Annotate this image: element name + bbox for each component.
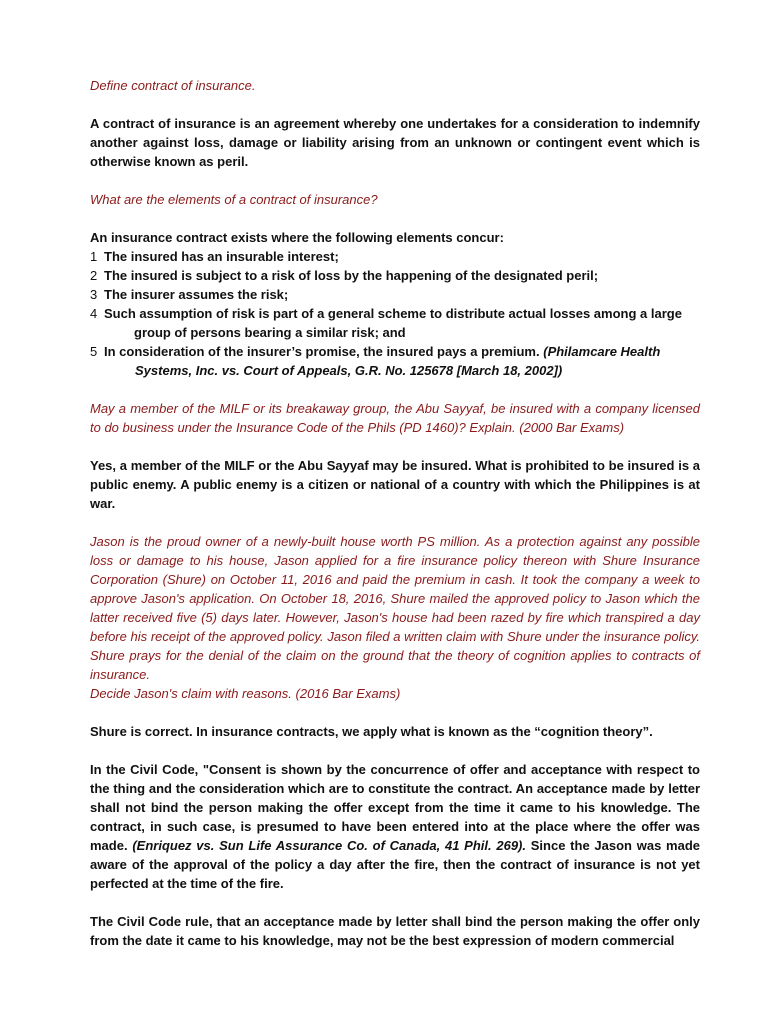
list-item-number: 3: [90, 287, 98, 302]
list-item-number: 4: [90, 306, 98, 321]
case-citation-continuation: Systems, Inc. vs. Court of Appeals, G.R. No. 125678 [March 18, 2002]): [135, 363, 563, 378]
list-item: [90, 304, 700, 342]
elements-list: [90, 247, 700, 380]
answer-4-paragraph-1: Shure is correct. In insurance contracts, we apply what is known as the “cognition theory”.: [90, 724, 653, 739]
list-item-text: The insurer assumes the risk;: [104, 287, 289, 302]
answer-2-intro: An insurance contract exists where the following elements concur:: [90, 230, 504, 245]
list-item-number: 1: [90, 249, 98, 264]
list-item-text: The insured has an insurable interest;: [104, 249, 339, 264]
answer-3: Yes, a member of the MILF or the Abu Sayyaf may be insured. What is prohibited to be insured is a public enemy. A public enemy is a citizen or national of a country with which the Philippines is at war.: [90, 458, 700, 511]
answer-4-paragraph-2: [90, 760, 700, 893]
document-page: [90, 76, 700, 950]
question-2: What are the elements of a contract of insurance?: [90, 192, 378, 207]
list-item: [90, 342, 700, 380]
list-item-number: 2: [90, 268, 98, 283]
list-item-text: The insured is subject to a risk of loss by the happening of the designated peril;: [104, 268, 599, 283]
answer-4-paragraph-2-conclusion: Since the Jason was made aware of the approval of the policy a day after the fire, then the contract of insurance is not yet perfected at the time of the fire.: [90, 838, 700, 891]
case-citation: (Enriquez vs. Sun Life Assurance Co. of Canada, 41 Phil. 269).: [132, 838, 526, 853]
list-item-text: In consideration of the insurer’s promise, the insured pays a premium.: [104, 344, 540, 359]
list-item: [90, 247, 700, 266]
list-item-number: 5: [90, 344, 98, 359]
list-item: [90, 266, 700, 285]
question-4: Jason is the proud owner of a newly-built house worth PS million. As a protection against any possible loss or damage to his house, Jason applied for a fire insurance policy thereon with Shure Insurance Corporation (Shure) on October 11, 2016 and paid the premium in cash. It took the company a week to approve Jason's application. On October 18, 2016, Shure mailed the approved policy to Jason which the latter received five (5) days later. However, Jason's house had been razed by fire which transpired a day before his receipt of the approved policy. Jason filed a written claim with Shure under the insurance policy. Shure prays for the denial of the claim on the ground that the theory of cognition applies to contracts of insurance.: [90, 534, 700, 682]
list-item-text: Such assumption of risk is part of a general scheme to distribute actual losses among a large: [104, 306, 682, 321]
case-citation: (Philamcare Health: [543, 344, 661, 359]
answer-4-paragraph-3: The Civil Code rule, that an acceptance made by letter shall bind the person making the offer only from the date it came to his knowledge, may not be the best expression of modern commercial: [90, 914, 700, 948]
answer-1: A contract of insurance is an agreement whereby one undertakes for a consideration to indemnify another against loss, damage or liability arising from an unknown or contingent event which is otherwise known as peril.: [90, 116, 700, 169]
question-4-instruction: Decide Jason's claim with reasons. (2016 Bar Exams): [90, 686, 401, 701]
question-1: Define contract of insurance.: [90, 78, 256, 93]
list-item-continuation: group of persons bearing a similar risk; and: [134, 325, 406, 340]
answer-4-paragraph-2-text: In the Civil Code, "Consent is shown by the concurrence of offer and acceptance with respect to the thing and the consideration which are to constitute the contract. An acceptance made by letter shall not bind the person making the offer except from the time it came to his knowledge. The contract, in such case, is presumed to have been entered into at the place where the offer was made.: [90, 762, 700, 853]
question-3: May a member of the MILF or its breakaway group, the Abu Sayyaf, be insured with a company licensed to do business under the Insurance Code of the Phils (PD 1460)? Explain. (2000 Bar Exams): [90, 401, 700, 435]
list-item: [90, 285, 700, 304]
